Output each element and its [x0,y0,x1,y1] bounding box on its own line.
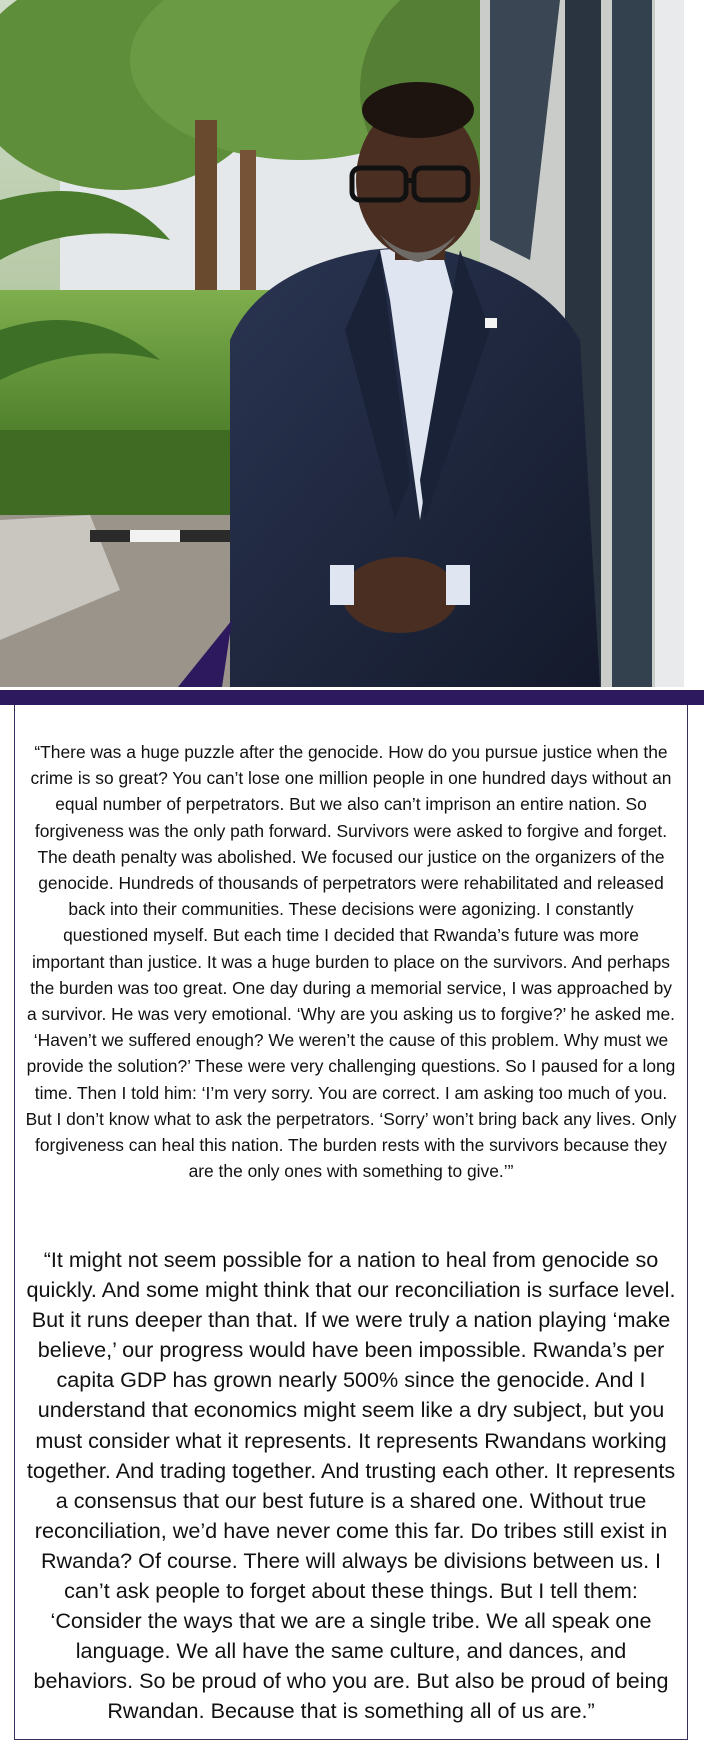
quote-paragraph-2: “It might not seem possible for a nation to heal from genocide so quickly. And some might think that our reconciliation is surface level. But it runs deeper than that. If we were truly a nation playing ‘make believe,’ our progress would have been impossible. Rwanda’s per capita GDP has grown nearly 500% since the genocide. And I understand that economics might seem like a dry subject, but you must consider what it represents. It represents Rwandans working together. And trading together. And trusting each other. It represents a consensus that our best future is a shared one. Without true reconciliation, we’d have never come this far. Do tribes still exist in Rwanda? Of course. There will always be divisions between us. I can’t ask people to forget about these things. But I tell them: ‘Consider the ways that we are a single tribe. We all speak one language. We all have the same culture, and dances, and behaviors. So be proud of who you are. But also be proud of being Rwandan. Because that is something all of us are.” [26,1247,676,1724]
quote-box [14,705,688,1740]
accent-band [0,690,704,705]
quote-paragraph-1: “There was a huge puzzle after the genocide. How do you pursue justice when the crime is so great? You can’t lose one million people in one hundred days without an equal number of perpetrators. But we also can’t imprison an entire nation. So forgiveness was the only path forward. Survivors were asked to forgive and forget. The death penalty was abolished. We focused our justice on the organizers of the genocide. Hundreds of thousands of perpetrators were rehabilitated and released back into their communities. These decisions were agonizing. I constantly questioned myself. But each time I decided that Rwanda’s future was more important than justice. It was a huge burden to place on the survivors. And perhaps the burden was too great. One day during a memorial service, I was approached by a survivor. He was very emotional. ‘Why are you asking us to forgive?’ he asked me. ‘Haven’t we suffered enough? We weren’t the cause of this problem. Why must we provide the solution?’ These were very challenging questions. So I paused for a long time. Then I told him: ‘I’m very sorry. You are correct. I am asking too much of you. But I don’t know what to ask the perpetrators. ‘Sorry’ won’t bring back any lives. Only forgiveness can heal this nation. The burden rests with the survivors because they are the only ones with something to give.’” [25,742,677,1182]
photo-edge-strip [684,0,704,687]
portrait-photo-icon [0,0,684,687]
portrait-photo [0,0,684,687]
